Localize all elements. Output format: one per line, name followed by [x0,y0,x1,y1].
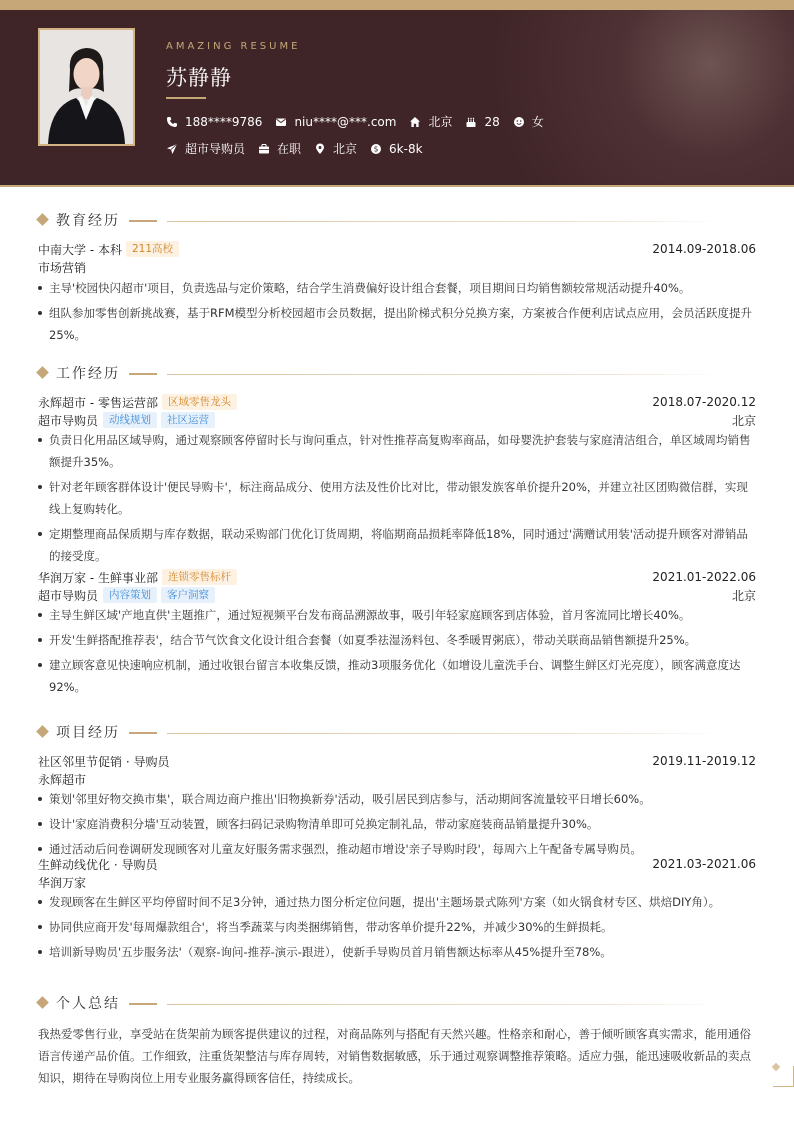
heading-diamond-icon [36,213,49,226]
city-text: 北京 [428,115,453,129]
job-location: 北京 [731,413,756,428]
education-bullets [38,277,756,346]
resume-eyebrow: AMAZING RESUME [166,41,301,52]
target-city-text: 北京 [333,142,358,156]
section-title: 工作经历 [56,366,120,382]
role-text: 超市导购员 [38,588,99,603]
job-bullets [38,429,756,567]
list-item: 发现顾客在生鲜区平均停留时间不足3分钟，通过热力图分析定位问题，提出'主题场景式陈列'方案（如火锅食材专区、烘焙DIY角）。 [38,891,756,913]
list-item: 主导生鲜区域'产地直供'主题推广，通过短视频平台发布商品溯源故事，吸引年轻家庭顾客到店体验，首月客流同比增长40%。 [38,604,756,626]
company-tag: 连锁零售标杆 [162,569,237,585]
mail-icon [275,116,287,128]
education-section [34,210,756,349]
skill-tag: 内容策划 [103,587,157,603]
summary-text: 我热爱零售行业，享受站在货架前为顾客提供建议的过程，对商品陈列与搭配有天然兴趣。性格亲和耐心，善于倾听顾客真实需求，能用通俗语言传递产品价值。工作细致，注重货架整洁与库存周转，对销售数据敏感，乐于通过观察调整推荐策略。适应力强，能迅速吸收新品的卖点知识，期待在导购岗位上用专业服务赢得顾客信任，持续成长。 [38,1027,751,1085]
heading-rule [167,374,719,375]
face-icon [513,116,525,128]
skill-tag: 动线规划 [103,412,157,428]
list-item: 通过活动后问卷调研发现顾客对儿童友好服务需求强烈，推动超市增设'亲子导购时段'，每周六上午配备专属导购员。 [38,838,756,860]
phone-info [166,115,262,129]
role-text: 超市导购员 [38,413,99,428]
skill-tag: 客户洞察 [161,587,215,603]
major-row [38,258,756,276]
list-item: 建立顾客意见快速响应机制，通过收银台留言本收集反馈，推动3项服务优化（如增设儿童洗手台、调整生鲜区灯光亮度），顾客满意度达92%。 [38,654,756,698]
major-text: 市场营销 [38,260,87,275]
project-row [38,752,756,770]
list-item: 针对老年顾客群体设计'便民导购卡'，标注商品成分、使用方法及性价比对比，带动银发族客单价提升20%，并建立社区团购微信群，实现线上复购转化。 [38,476,756,520]
list-item: 组队参加零售创新挑战赛，基于RFM模型分析校园超市会员数据，提出阶梯式积分兑换方案，方案被合作便利店试点应用，会员活跃度提升25%。 [38,302,756,346]
age-text: 28 [484,114,500,129]
phone-icon [166,116,178,128]
target-job-text: 超市导购员 [185,142,246,156]
project-org-row [38,873,756,891]
job-location: 北京 [731,588,756,603]
target-job-info [166,140,245,157]
list-item: 培训新导购员'五步服务法'（观察-询问-推荐-演示-跟进），使新手导购员首月销售额达标率从45%提升至78%。 [38,941,756,963]
project-name: 社区邻里节促销 · 导购员 [38,754,170,769]
section-title: 教育经历 [56,213,120,229]
salary-text: 6k-8k [389,141,423,156]
project-date: 2019.11-2019.12 [652,754,756,768]
header-banner [0,10,794,185]
project-bullets [38,788,756,860]
job-date: 2018.07-2020.12 [652,395,756,409]
school-tag: 211高校 [126,241,179,257]
list-item: 策划'邻里好物交换市集'，联合周边商户推出'旧物换新券'活动，吸引居民到店参与，活动期间客流量较平日增长60%。 [38,788,756,810]
project-org-row [38,770,756,788]
education-row [38,240,756,258]
cake-icon [465,116,477,128]
project-date: 2021.03-2021.06 [652,857,756,871]
list-item: 定期整理商品保质期与库存数据，联动采购部门优化订货周期，将临期商品损耗率降低18%，同时通过'满赠试用装'活动提升顾客对滞销品的接受度。 [38,523,756,567]
heading-accent-line [129,220,157,222]
section-title: 个人总结 [56,996,120,1012]
heading-rule [167,221,719,222]
job-row [38,393,756,411]
status-text: 在职 [277,142,302,156]
project-row [38,855,756,873]
briefcase-icon [258,143,270,155]
gender-text: 女 [531,115,544,129]
education-date: 2014.09-2018.06 [652,242,756,256]
profile-photo [38,28,135,146]
svg-text:$: $ [373,144,379,154]
summary-heading [34,993,756,1015]
project-org: 永辉超市 [38,772,87,787]
role-row [38,586,756,604]
project-bullets [38,891,756,963]
heading-accent-line [129,1003,157,1005]
project-org: 华润万家 [38,875,87,890]
heading-diamond-icon [36,996,49,1009]
company-name: 华润万家 - 生鲜事业部 [38,570,158,585]
company-name: 永辉超市 - 零售运营部 [38,395,158,410]
list-item: 主导'校园快闪超市'项目，负责选品与定价策略，结合学生消费偏好设计组合套餐，项目期间日均销售额较常规活动提升40%。 [38,277,756,299]
heading-diamond-icon [36,366,49,379]
city-info [409,113,452,130]
skill-tag: 社区运营 [161,412,215,428]
role-row [38,411,756,429]
list-item: 设计'家庭消费积分墙'互动装置，顾客扫码记录购物清单即可兑换定制礼品，带动家庭装商品销量提升30%。 [38,813,756,835]
money-icon [370,143,382,155]
top-accent-bar [0,0,794,10]
projects-section [34,722,756,966]
job-date: 2021.01-2022.06 [652,570,756,584]
contact-row [166,113,557,130]
heading-accent-line [129,373,157,375]
salary-info [370,142,423,156]
job-row [38,568,756,586]
status-info [258,140,301,157]
list-item: 负责日化用品区域导购，通过观察顾客停留时长与询问重点，针对性推荐高复购率商品，如母婴洗护套装与家庭清洁组合，单区域周均销售额提升35%。 [38,429,756,473]
company-tag: 区域零售龙头 [162,394,237,410]
phone-text: 188****9786 [185,114,263,129]
heading-accent-line [129,732,157,734]
candidate-name: 苏静静 [166,66,232,90]
email-info [275,115,396,129]
job-bullets [38,604,756,698]
work-heading [34,363,756,385]
projects-heading [34,722,756,744]
send-icon [166,143,178,155]
section-title: 项目经历 [56,725,120,741]
list-item: 开发'生鲜搭配推荐表'，结合节气饮食文化设计组合套餐（如夏季祛湿汤料包、冬季暖胃粥底），带动关联商品销售额提升25%。 [38,629,756,651]
list-item: 协同供应商开发'每周爆款组合'，将当季蔬菜与肉类捆绑销售，带动客单价提升22%，并减少30%的生鲜损耗。 [38,916,756,938]
education-heading [34,210,756,232]
project-name: 生鲜动线优化 · 导购员 [38,857,158,872]
heading-diamond-icon [36,725,49,738]
summary-section [34,993,756,1089]
work-section [34,363,756,701]
age-info [465,115,499,129]
school-name: 中南大学 - 本科 [38,242,122,257]
target-city-info [314,140,357,157]
heading-rule [167,733,719,734]
email-text: niu****@***.com [294,114,397,129]
name-underline [166,97,206,99]
gender-info [513,113,544,130]
job-intent-row [166,140,436,157]
header-divider [0,185,794,187]
home-icon [409,116,421,128]
location-pin-icon [314,143,326,155]
heading-rule [167,1004,719,1005]
